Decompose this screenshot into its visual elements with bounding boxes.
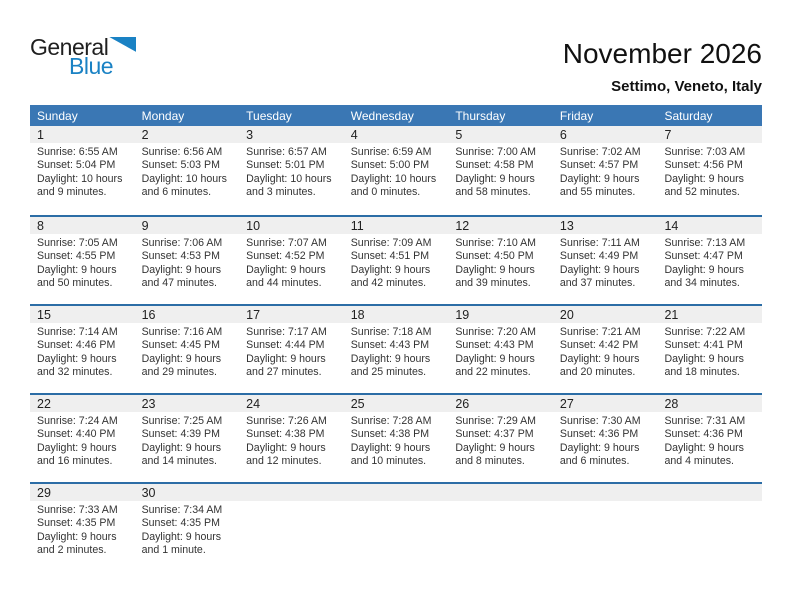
day-number-16: 16 <box>135 306 240 323</box>
weekday-header-row <box>30 105 762 126</box>
day-number-empty <box>657 484 762 501</box>
day-cell-15 <box>30 306 135 393</box>
day-number-21: 21 <box>657 306 762 323</box>
day-cell-7 <box>657 126 762 215</box>
day-cell-13 <box>553 217 658 304</box>
day-details-12: Sunrise: 7:10 AM Sunset: 4:50 PM Daylight: 9 hours and 39 minutes. <box>455 237 536 290</box>
day-details-14: Sunrise: 7:13 AM Sunset: 4:47 PM Daylight: 9 hours and 34 minutes. <box>664 237 746 290</box>
week-row-5 <box>30 482 762 571</box>
day-cell-4 <box>344 126 449 215</box>
day-details-3: Sunrise: 6:57 AM Sunset: 5:01 PM Daylight: 10 hours and 3 minutes. <box>246 146 332 199</box>
day-details-17: Sunrise: 7:17 AM Sunset: 4:44 PM Daylight: 9 hours and 27 minutes. <box>246 326 327 379</box>
day-cell-20 <box>553 306 658 393</box>
day-cell-8 <box>30 217 135 304</box>
day-cell-22 <box>30 395 135 482</box>
day-number-19: 19 <box>448 306 553 323</box>
page-subtitle: Settimo, Veneto, Italy <box>611 78 762 95</box>
day-number-empty <box>239 484 344 501</box>
day-number-3: 3 <box>239 126 344 143</box>
day-details-16: Sunrise: 7:16 AM Sunset: 4:45 PM Daylight: 9 hours and 29 minutes. <box>141 326 223 379</box>
day-number-8: 8 <box>30 217 135 234</box>
day-number-28: 28 <box>657 395 762 412</box>
day-number-9: 9 <box>135 217 240 234</box>
day-number-7: 7 <box>657 126 762 143</box>
weekday-header-wednesday: Wednesday <box>350 108 414 123</box>
day-details-28: Sunrise: 7:31 AM Sunset: 4:36 PM Daylight: 9 hours and 4 minutes. <box>664 415 746 468</box>
day-cell-empty <box>553 484 658 571</box>
day-cell-26 <box>448 395 553 482</box>
day-cell-10 <box>239 217 344 304</box>
day-details-27: Sunrise: 7:30 AM Sunset: 4:36 PM Daylight: 9 hours and 6 minutes. <box>559 415 641 468</box>
day-number-13: 13 <box>553 217 658 234</box>
page-title: November 2026 <box>562 38 762 69</box>
day-cell-30 <box>135 484 240 571</box>
week-row-1 <box>30 126 762 215</box>
day-cell-empty <box>657 484 762 571</box>
day-details-18: Sunrise: 7:18 AM Sunset: 4:43 PM Daylight: 9 hours and 25 minutes. <box>350 326 432 379</box>
day-number-6: 6 <box>553 126 658 143</box>
day-cell-19 <box>448 306 553 393</box>
day-cell-18 <box>344 306 449 393</box>
weekday-header-friday: Friday <box>559 108 594 123</box>
day-cell-empty <box>239 484 344 571</box>
day-number-12: 12 <box>448 217 553 234</box>
day-number-29: 29 <box>30 484 135 501</box>
day-details-21: Sunrise: 7:22 AM Sunset: 4:41 PM Daylight: 9 hours and 18 minutes. <box>664 326 746 379</box>
day-details-23: Sunrise: 7:25 AM Sunset: 4:39 PM Daylight: 9 hours and 14 minutes. <box>141 415 223 468</box>
day-details-30: Sunrise: 7:34 AM Sunset: 4:35 PM Daylight: 9 hours and 1 minute. <box>141 504 223 557</box>
day-number-17: 17 <box>239 306 344 323</box>
day-number-empty <box>344 484 449 501</box>
day-cell-empty <box>344 484 449 571</box>
day-details-5: Sunrise: 7:00 AM Sunset: 4:58 PM Daylight: 9 hours and 58 minutes. <box>455 146 536 199</box>
weekday-header-monday: Monday <box>141 108 185 123</box>
logo-word-blue: Blue <box>69 53 114 79</box>
day-number-1: 1 <box>30 126 135 143</box>
day-cell-9 <box>135 217 240 304</box>
day-details-4: Sunrise: 6:59 AM Sunset: 5:00 PM Daylight: 10 hours and 0 minutes. <box>350 146 437 199</box>
day-cell-16 <box>135 306 240 393</box>
day-cell-14 <box>657 217 762 304</box>
day-number-14: 14 <box>657 217 762 234</box>
day-number-22: 22 <box>30 395 135 412</box>
weekday-header-tuesday: Tuesday <box>246 108 292 123</box>
day-number-23: 23 <box>135 395 240 412</box>
weekday-header-saturday: Saturday <box>664 108 713 123</box>
calendar-weeks <box>30 126 762 571</box>
day-details-13: Sunrise: 7:11 AM Sunset: 4:49 PM Daylight: 9 hours and 37 minutes. <box>559 237 640 290</box>
day-details-11: Sunrise: 7:09 AM Sunset: 4:51 PM Daylight: 9 hours and 42 minutes. <box>350 237 432 290</box>
day-details-2: Sunrise: 6:56 AM Sunset: 5:03 PM Daylight: 10 hours and 6 minutes. <box>141 146 227 199</box>
day-cell-29 <box>30 484 135 571</box>
day-cell-17 <box>239 306 344 393</box>
day-cell-5 <box>448 126 553 215</box>
day-details-19: Sunrise: 7:20 AM Sunset: 4:43 PM Daylight: 9 hours and 22 minutes. <box>455 326 536 379</box>
day-cell-23 <box>135 395 240 482</box>
logo-triangle-icon <box>109 37 136 52</box>
general-blue-logo <box>30 36 150 78</box>
day-number-10: 10 <box>239 217 344 234</box>
day-cell-21 <box>657 306 762 393</box>
day-details-7: Sunrise: 7:03 AM Sunset: 4:56 PM Daylight: 9 hours and 52 minutes. <box>664 146 746 199</box>
day-cell-3 <box>239 126 344 215</box>
day-details-24: Sunrise: 7:26 AM Sunset: 4:38 PM Daylight: 9 hours and 12 minutes. <box>246 415 327 468</box>
day-number-4: 4 <box>344 126 449 143</box>
day-number-2: 2 <box>135 126 240 143</box>
day-cell-25 <box>344 395 449 482</box>
day-details-25: Sunrise: 7:28 AM Sunset: 4:38 PM Daylight: 9 hours and 10 minutes. <box>350 415 432 468</box>
day-number-18: 18 <box>344 306 449 323</box>
day-cell-27 <box>553 395 658 482</box>
day-cell-12 <box>448 217 553 304</box>
day-cell-empty <box>448 484 553 571</box>
calendar-grid <box>30 105 762 571</box>
week-row-3 <box>30 304 762 393</box>
day-number-26: 26 <box>448 395 553 412</box>
day-details-22: Sunrise: 7:24 AM Sunset: 4:40 PM Daylight: 9 hours and 16 minutes. <box>37 415 118 468</box>
weekday-header-sunday: Sunday <box>37 108 78 123</box>
week-row-2 <box>30 215 762 304</box>
day-number-25: 25 <box>344 395 449 412</box>
day-details-8: Sunrise: 7:05 AM Sunset: 4:55 PM Daylight: 9 hours and 50 minutes. <box>37 237 118 290</box>
day-number-5: 5 <box>448 126 553 143</box>
day-number-empty <box>553 484 658 501</box>
day-details-1: Sunrise: 6:55 AM Sunset: 5:04 PM Daylight: 10 hours and 9 minutes. <box>37 146 123 199</box>
day-cell-11 <box>344 217 449 304</box>
day-details-6: Sunrise: 7:02 AM Sunset: 4:57 PM Daylight: 9 hours and 55 minutes. <box>559 146 641 199</box>
day-cell-28 <box>657 395 762 482</box>
day-details-26: Sunrise: 7:29 AM Sunset: 4:37 PM Daylight: 9 hours and 8 minutes. <box>455 415 536 468</box>
day-number-24: 24 <box>239 395 344 412</box>
day-number-empty <box>448 484 553 501</box>
day-number-11: 11 <box>344 217 449 234</box>
logo-word-general: General <box>30 34 109 60</box>
day-number-27: 27 <box>553 395 658 412</box>
day-cell-1 <box>30 126 135 215</box>
day-cell-6 <box>553 126 658 215</box>
day-details-9: Sunrise: 7:06 AM Sunset: 4:53 PM Daylight: 9 hours and 47 minutes. <box>141 237 223 290</box>
weekday-header-thursday: Thursday <box>455 108 506 123</box>
day-details-10: Sunrise: 7:07 AM Sunset: 4:52 PM Daylight: 9 hours and 44 minutes. <box>246 237 327 290</box>
day-details-29: Sunrise: 7:33 AM Sunset: 4:35 PM Daylight: 9 hours and 2 minutes. <box>37 504 118 557</box>
day-number-20: 20 <box>553 306 658 323</box>
day-number-15: 15 <box>30 306 135 323</box>
week-row-4 <box>30 393 762 482</box>
day-details-15: Sunrise: 7:14 AM Sunset: 4:46 PM Daylight: 9 hours and 32 minutes. <box>37 326 118 379</box>
day-cell-24 <box>239 395 344 482</box>
day-details-20: Sunrise: 7:21 AM Sunset: 4:42 PM Daylight: 9 hours and 20 minutes. <box>559 326 641 379</box>
day-number-30: 30 <box>135 484 240 501</box>
day-cell-2 <box>135 126 240 215</box>
